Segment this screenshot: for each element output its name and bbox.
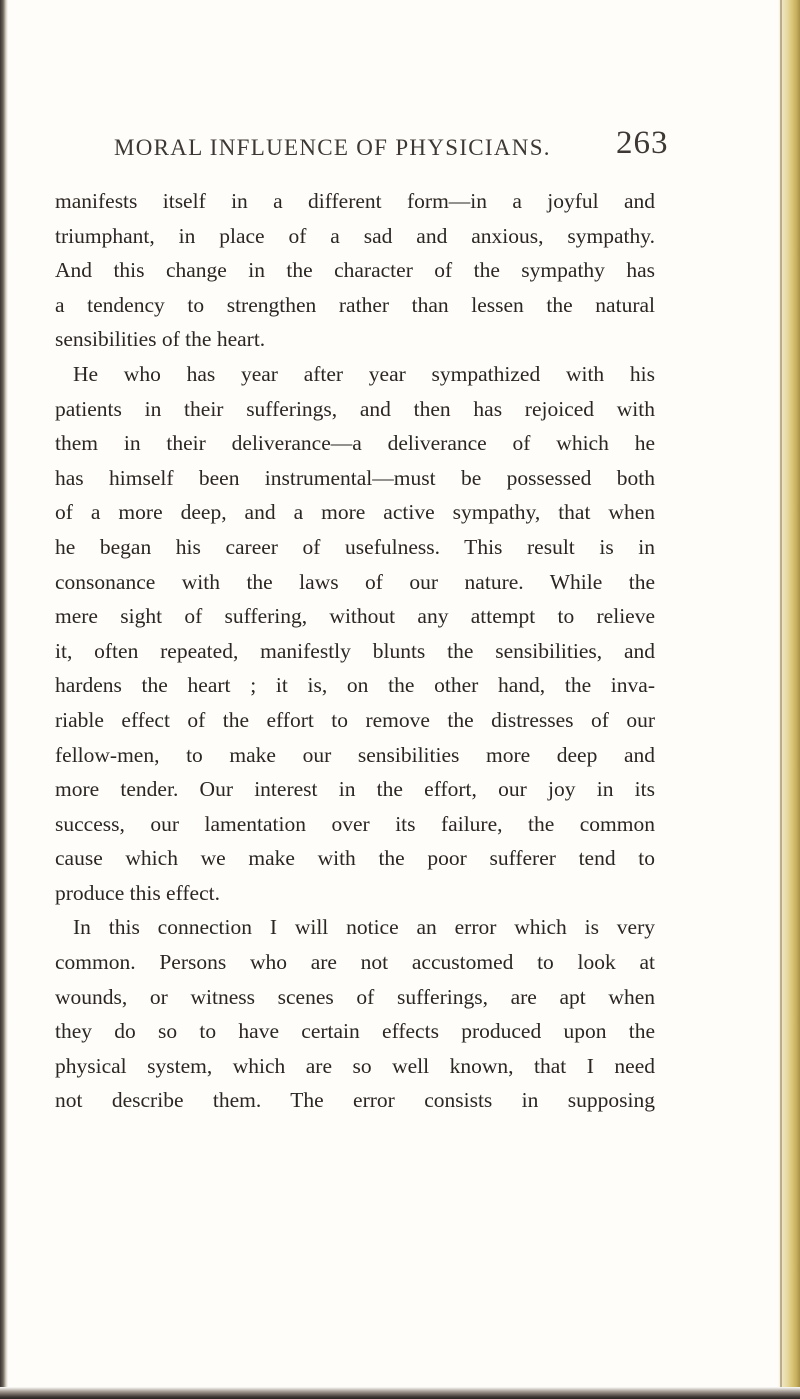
right-edge-line: [780, 0, 782, 1399]
text-line: produce this effect.: [55, 880, 220, 905]
body-text: [55, 184, 655, 1118]
text-line: it, often repeated, manifestly blunts the sensibilities, and: [55, 638, 655, 663]
running-title: MORAL INFLUENCE OF PHYSICIANS.: [114, 135, 551, 160]
text-line: them in their deliverance—a deliverance of which he: [55, 431, 655, 456]
text-line: more tender. Our interest in the effort, our joy in its: [55, 777, 655, 802]
text-line: manifests itself in a different form—in a joyful and: [55, 189, 655, 213]
text-line: consonance with the laws of our nature. While the: [55, 569, 655, 594]
text-line: has himself been instrumental—must be possessed both: [55, 465, 655, 490]
text-line: common. Persons who are not accustomed to look at: [55, 950, 655, 975]
bottom-page-edge: [0, 1387, 800, 1399]
text-line: sensibilities of the heart.: [55, 327, 266, 352]
text-line: physical system, which are so well known, that I need: [55, 1053, 655, 1078]
text-line: success, our lamentation over its failure, the common: [55, 811, 655, 836]
text-line: of a more deep, and a more active sympathy, that when: [55, 500, 655, 525]
text-line: he began his career of usefulness. This result is in: [55, 534, 655, 559]
text-line: wounds, or witness scenes of sufferings, are apt when: [55, 984, 655, 1009]
text-line: a tendency to strengthen rather than lessen the natural: [55, 292, 655, 317]
running-head: [114, 125, 684, 165]
text-line: hardens the heart ; it is, on the other hand, the inva-: [55, 673, 655, 698]
text-line: cause which we make with the poor sufferer tend to: [55, 846, 655, 871]
text-line: not describe them. The error consists in supposing: [55, 1088, 655, 1113]
page-number: 263: [616, 125, 669, 161]
text-line: riable effect of the effort to remove the distresses of our: [55, 707, 655, 732]
text-line: He who has year after year sympathized with his: [73, 361, 655, 386]
text-line: they do so to have certain effects produced upon the: [55, 1019, 655, 1044]
text-line: triumphant, in place of a sad and anxious, sympathy.: [55, 223, 655, 248]
text-line: fellow-men, to make our sensibilities more deep and: [55, 742, 655, 767]
text-line: And this change in the character of the sympathy has: [55, 258, 655, 283]
left-binding-edge: [0, 0, 8, 1399]
text-line: mere sight of suffering, without any attempt to relieve: [55, 604, 655, 629]
text-line: patients in their sufferings, and then has rejoiced with: [55, 396, 655, 421]
text-line: In this connection I will notice an error which is very: [73, 915, 655, 940]
